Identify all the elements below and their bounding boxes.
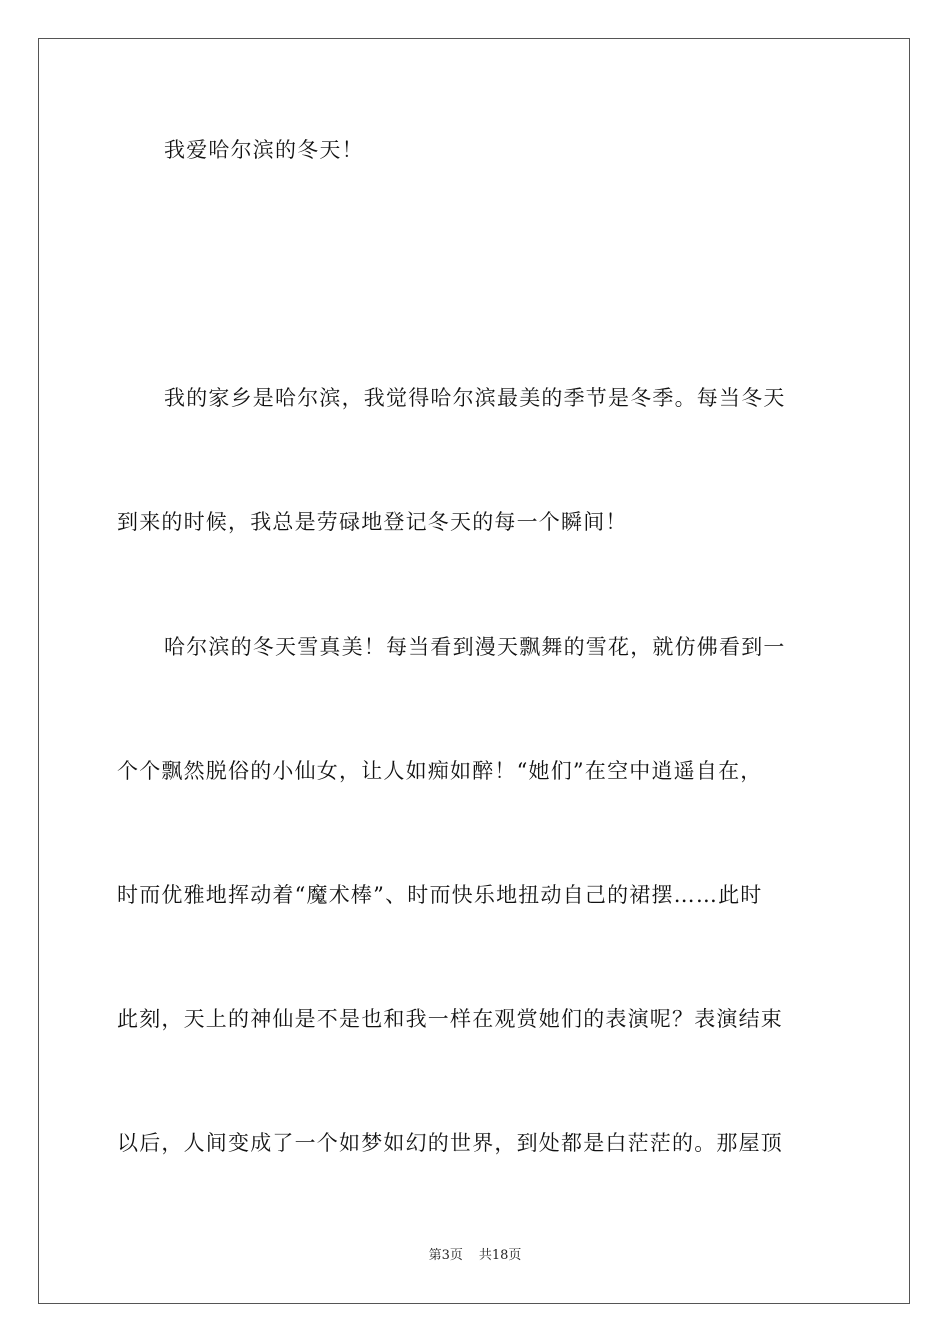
text-line-2: 我的家乡是哈尔滨，我觉得哈尔滨最美的季节是冬季。每当冬天 — [164, 386, 786, 410]
text-line-4: 哈尔滨的冬天雪真美！每当看到漫天飘舞的雪花，就仿佛看到一 — [164, 635, 786, 659]
text-line-6: 时而优雅地挥动着“魔术棒”、时而快乐地扭动自己的裙摆……此时 — [117, 883, 763, 907]
text-line-1: 我爱哈尔滨的冬天！ — [164, 138, 364, 162]
page-footer — [0, 1247, 950, 1265]
page-number: 第3页 — [428, 1248, 463, 1263]
text-line-3: 到来的时候，我总是劳碌地登记冬天的每一个瞬间！ — [117, 510, 628, 534]
page-border — [38, 38, 910, 1304]
page-total: 共18页 — [478, 1248, 522, 1263]
text-line-7: 此刻，天上的神仙是不是也和我一样在观赏她们的表演呢？表演结束 — [117, 1007, 783, 1031]
text-line-8: 以后，人间变成了一个如梦如幻的世界，到处都是白茫茫的。那屋顶 — [117, 1131, 783, 1155]
text-line-5: 个个飘然脱俗的小仙女，让人如痴如醉！“她们”在空中逍遥自在， — [117, 759, 763, 783]
